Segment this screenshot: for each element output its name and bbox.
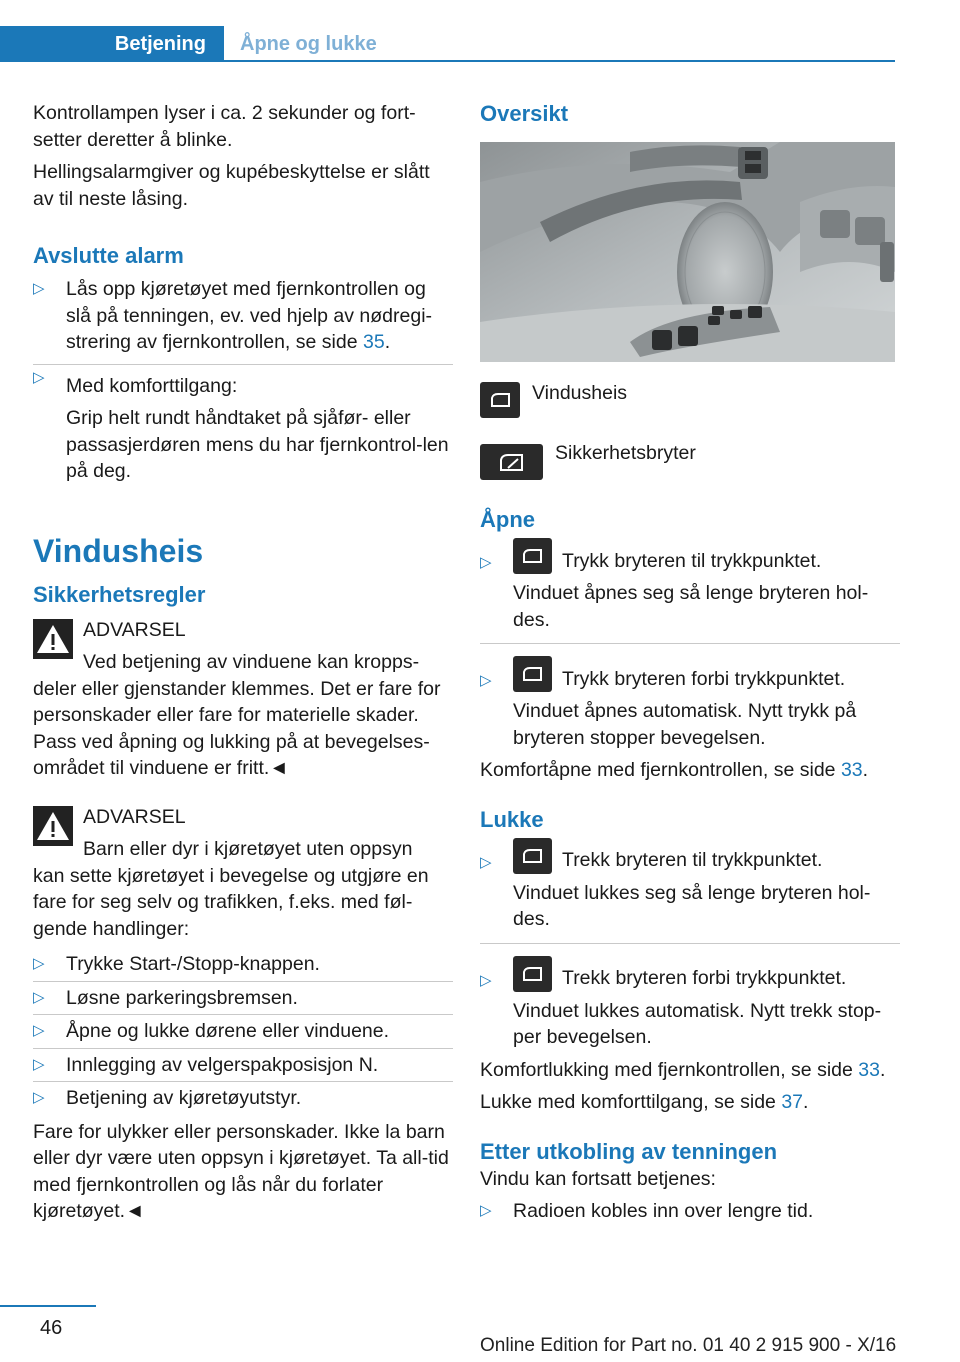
- punctuation: .: [879, 1058, 886, 1081]
- paragraph: [480, 1057, 900, 1084]
- paragraph: Vindu kan fortsatt betjenes:: [480, 1167, 716, 1190]
- list-item: [480, 838, 900, 944]
- warning-block: [33, 617, 453, 782]
- paragraph: Fare for ulykker eller personskader. Ikke la barn eller dyr være uten oppsyn i kjøretøyet. Ta all‐tid med fjernkontrollen og lås når du forlater kjøretøyet.◄: [33, 1120, 449, 1222]
- page-number: 46: [40, 1317, 63, 1339]
- page-link[interactable]: 35: [362, 331, 385, 353]
- list-item-text: Trykk bryteren til trykkpunktet.: [562, 549, 822, 572]
- triangle-bullet-icon: ▷: [480, 971, 492, 989]
- legend-row: [480, 440, 900, 480]
- punctuation: .: [803, 1091, 809, 1113]
- window-switch-icon: [513, 956, 552, 992]
- section-tab[interactable]: Åpne og lukke: [240, 33, 377, 55]
- list-item-text: Radioen kobles inn over lengre tid.: [513, 1200, 814, 1222]
- triangle-bullet-icon: ▷: [33, 1022, 45, 1039]
- note-text: Komfortlukking med fjernkontrollen, se side: [480, 1058, 859, 1081]
- warning-triangle-icon: [33, 619, 73, 659]
- triangle-bullet-icon: ▷: [33, 1055, 45, 1073]
- triangle-bullet-icon: ▷: [480, 853, 492, 871]
- warning-text: deler eller gjenstander klemmes. Det er fare for personskader eller fare for materielle skader. Pass ved åpning og lukking på at bevegelses‐området til vinduene er fritt.◄: [33, 677, 441, 779]
- warning-text: kan sette kjøretøyet i bevegelse og utgjøre en fare for seg selv og trafikken, f.eks. med føl‐gende handlinger:: [33, 864, 429, 940]
- list-item: [480, 644, 900, 751]
- header-bar: [0, 26, 895, 62]
- list-item-subtext: Vinduet lukkes automatisk. Nytt trekk stop‐per bevegelsen.: [513, 999, 882, 1048]
- warning-label: ADVARSEL: [83, 618, 186, 641]
- list-item-text: Lås opp kjøretøyet med fjernkontrollen og slå på tenningen, ev. ved hjelp av nødregi‐strering av fjernkontrollen, se side: [66, 278, 433, 353]
- heading-sikkerhetsregler: Sikkerhetsregler: [33, 581, 206, 607]
- heading-avslutte-alarm: Avslutte alarm: [33, 243, 184, 268]
- window-switch-icon: [513, 538, 552, 574]
- paragraph: Kontrollampen lyser i ca. 2 sekunder og fort‐setter deretter å blinke.: [33, 102, 416, 151]
- hazard-list: [33, 948, 453, 1115]
- list-item: [33, 1082, 453, 1115]
- list-item-text: Betjening av kjøretøyutstyr.: [66, 1087, 302, 1109]
- list-item: [33, 948, 453, 982]
- triangle-bullet-icon: ▷: [33, 988, 45, 1006]
- list-item-subtext: Vinduet åpnes seg så lenge bryteren hol‐des.: [513, 582, 869, 631]
- list-item-subtext: Vinduet lukkes seg så lenge bryteren hol‐des.: [513, 881, 871, 930]
- page-link[interactable]: 37: [781, 1091, 804, 1113]
- list-item-text: Trekk bryteren forbi trykkpunktet.: [562, 967, 847, 989]
- warning-first-line: Barn eller dyr i kjøretøyet uten oppsyn: [83, 838, 413, 860]
- paragraph: Hellingsalarmgiver og kupébeskyttelse er slått av til neste låsing.: [33, 161, 430, 210]
- page-link[interactable]: 33: [858, 1058, 880, 1081]
- window-switch-icon: [480, 382, 520, 418]
- list-item-subtext: Grip helt rundt håndtaket på sjåfør- eller passasjerdøren mens du har fjernkontrol‐len på deg.: [66, 407, 449, 482]
- list-item: [33, 276, 453, 365]
- warning-triangle-icon: [33, 806, 73, 846]
- left-column: [33, 100, 453, 1231]
- list-item-text: Løsne parkeringsbremsen.: [66, 986, 298, 1009]
- heading-oversikt: Oversikt: [480, 101, 569, 126]
- window-switch-icon: [513, 656, 552, 692]
- triangle-bullet-icon: ▷: [480, 672, 492, 689]
- triangle-bullet-icon: ▷: [33, 280, 45, 297]
- section-title-vindusheis: Vindusheis: [33, 532, 204, 569]
- edition-text: Online Edition for Part no. 01 40 2 915 900 - X/16: [480, 1335, 897, 1356]
- door-panel-photo: [480, 142, 895, 362]
- list-item: [33, 365, 453, 485]
- legend-label: Vindusheis: [532, 382, 628, 404]
- chapter-tab[interactable]: Betjening: [0, 26, 224, 62]
- heading-lukke: Lukke: [480, 806, 544, 832]
- footer-rule: [0, 1305, 96, 1307]
- door-panel-illustration: [480, 142, 895, 362]
- list-item-text: Åpne og lukke dørene eller vinduene.: [66, 1020, 390, 1042]
- list-item: [33, 1015, 453, 1049]
- list-item-text: Innlegging av velgerspakposisjon N.: [66, 1053, 379, 1076]
- page-link[interactable]: 33: [840, 759, 863, 781]
- list-item: [480, 944, 900, 1051]
- list-item: [480, 538, 900, 644]
- legend-row: [480, 380, 900, 418]
- list-item-subtext: Vinduet åpnes automatisk. Nytt trykk på bryteren stopper bevegelsen.: [513, 700, 857, 749]
- triangle-bullet-icon: ▷: [33, 955, 45, 972]
- paragraph: [480, 1089, 900, 1116]
- heading-etter-utkobling: Etter utkobling av tenningen: [480, 1138, 778, 1164]
- punctuation: .: [384, 331, 391, 353]
- note-text: Komfortåpne med fjernkontrollen, se side: [480, 759, 841, 781]
- list-item: [33, 982, 453, 1016]
- paragraph: [480, 757, 900, 784]
- triangle-bullet-icon: ▷: [33, 368, 45, 386]
- warning-block: [33, 804, 453, 943]
- list-item-text: Med komforttilgang:: [66, 374, 238, 397]
- list-item: [480, 1198, 900, 1225]
- warning-label: ADVARSEL: [83, 805, 186, 828]
- list-item-text: Trykke Start-/Stopp-knappen.: [66, 953, 320, 975]
- list-item-text: Trykk bryteren forbi trykkpunktet.: [562, 667, 846, 690]
- note-text: Lukke med komforttilgang, se side: [480, 1091, 782, 1113]
- triangle-bullet-icon: ▷: [480, 554, 492, 571]
- warning-first-line: Ved betjening av vinduene kan kropps‐: [83, 651, 420, 673]
- right-column: [480, 100, 900, 1225]
- list-item: [33, 1049, 453, 1083]
- safety-switch-icon: [480, 444, 543, 480]
- triangle-bullet-icon: ▷: [480, 1202, 492, 1219]
- list-item-text: Trekk bryteren til trykkpunktet.: [562, 849, 823, 871]
- legend-label: Sikkerhetsbryter: [555, 442, 696, 464]
- window-switch-icon: [513, 838, 552, 874]
- triangle-bullet-icon: ▷: [33, 1089, 45, 1106]
- heading-apne: Åpne: [480, 507, 535, 532]
- punctuation: .: [862, 759, 869, 781]
